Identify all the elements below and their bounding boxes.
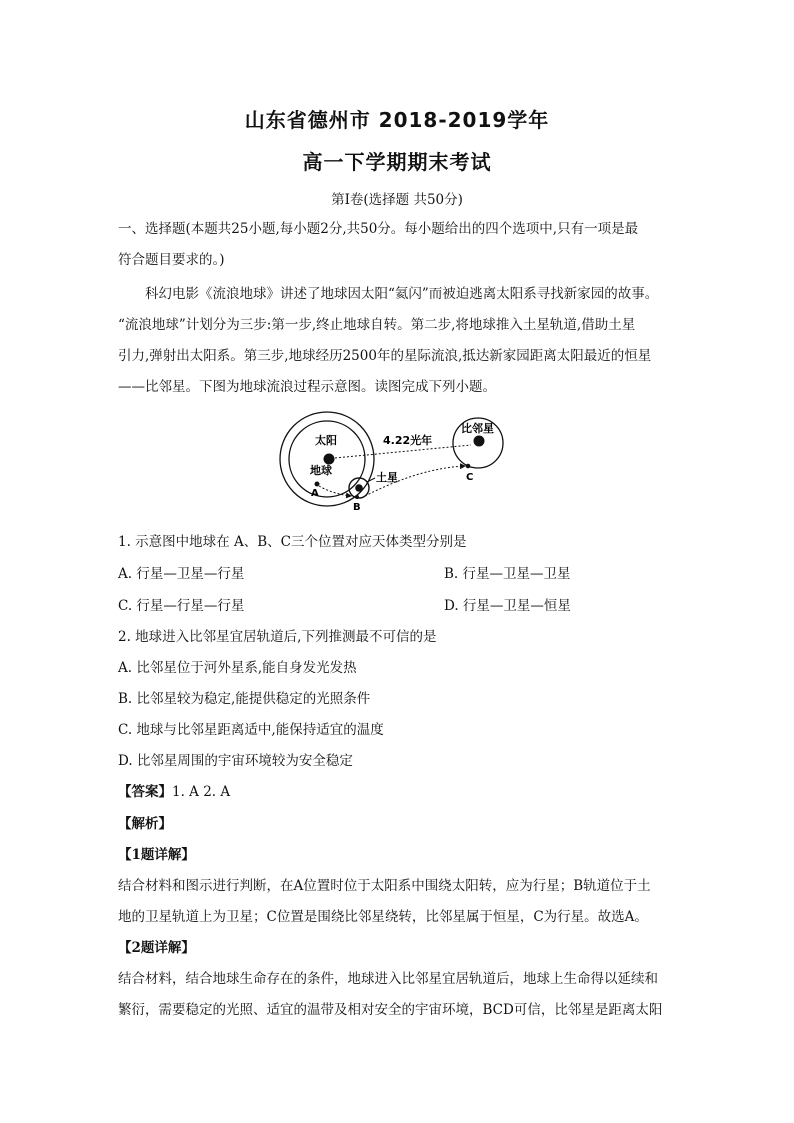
answer-line	[118, 780, 230, 800]
analysis-label: 【解析】	[118, 816, 172, 832]
q1-analysis-line-1: 结合材料和图示进行判断，在A位置时位于太阳系中围绕太阳转，应为行星；B轨道位于土	[118, 878, 651, 894]
point-c-label: C	[466, 472, 474, 483]
distance-label: 4.22光年	[383, 434, 433, 447]
passage-line-2: “流浪地球”计划分为三步:第一步,终止地球自转。第二步,将地球推入土星轨道,借助土星	[118, 317, 636, 333]
exam-title-line1: 山东省德州市 2018-2019学年	[244, 108, 550, 132]
section-heading-cont: 符合题目要求的。)	[118, 252, 225, 268]
path-a-to-b	[319, 486, 351, 496]
earth-dot-c	[466, 464, 471, 469]
saturn-leader-line	[367, 478, 375, 482]
section-heading: 一、选择题(本题共25小题,每小题2分,共50分。每小题给出的四个选项中,只有一项是最	[118, 221, 639, 237]
earth-wandering-diagram	[275, 404, 535, 520]
q2-analysis-line-1: 结合材料，结合地球生命存在的条件，地球进入比邻星宜居轨道后，地球上生命得以延续和	[118, 971, 658, 987]
earth-dot-b	[355, 495, 359, 499]
volume-label: 第Ⅰ卷(选择题 共50分)	[331, 192, 463, 208]
q1-option-a: A. 行星—卫星—行星	[118, 566, 245, 582]
sun-label: 太阳	[315, 434, 337, 447]
earth-label: 地球	[310, 464, 332, 477]
q2-analysis-heading: 【2题详解】	[118, 940, 195, 956]
q1-option-b: B. 行星—卫星—卫星	[444, 566, 571, 582]
point-a-label: A	[311, 488, 319, 499]
passage-line-4: ——比邻星。下图为地球流浪过程示意图。读图完成下列小题。	[118, 379, 496, 395]
exam-title-line2: 高一下学期期末考试	[302, 150, 492, 174]
answer-label: 【答案】	[118, 784, 172, 800]
q2-option-c: C. 地球与比邻星距离适中,能保持适宜的温度	[118, 722, 384, 738]
proxima-dot	[474, 436, 485, 447]
q2-option-a: A. 比邻星位于河外星系,能自身发光发热	[118, 660, 357, 676]
q1-option-d: D. 行星—卫星—恒星	[444, 598, 571, 614]
q2-option-b: B. 比邻星较为稳定,能提供稳定的光照条件	[118, 691, 371, 707]
passage-line-3: 引力,弹射出太阳系。第三步,地球经历2500年的星际流浪,抵达新家园距离太阳最近的恒星	[118, 348, 652, 364]
passage-line-1: 科幻电影《流浪地球》讲述了地球因太阳“氦闪”而被迫逃离太阳系寻找新家园的故事。	[145, 286, 659, 302]
saturn-dot	[355, 484, 363, 492]
q1-analysis-heading: 【1题详解】	[118, 847, 195, 863]
sun-dot	[324, 454, 335, 465]
q2-analysis-line-2: 繁衍，需要稳定的光照、适宜的温带及相对安全的宇宙环境，BCD可信，比邻星是距离太阳	[118, 1002, 663, 1018]
point-b-label: B	[353, 502, 361, 513]
proxima-label: 比邻星	[461, 422, 494, 435]
q1-option-c: C. 行星—行星—行星	[118, 598, 245, 614]
saturn-label: 土星	[376, 471, 398, 484]
q1-analysis-line-2: 地的卫星轨道上为卫星；C位置是围绕比邻星绕转，比邻星属于恒星，C为行星。故选A。	[118, 909, 648, 925]
q2-stem: 2. 地球进入比邻星宜居轨道后,下列推测最不可信的是	[118, 629, 437, 645]
q2-option-d: D. 比邻星周围的宇宙环境较为安全稳定	[118, 753, 353, 769]
q1-stem: 1. 示意图中地球在 A、B、C三个位置对应天体类型分别是	[118, 534, 467, 550]
earth-dot-a	[315, 482, 320, 487]
answer-text: 1. A 2. A	[172, 784, 231, 800]
